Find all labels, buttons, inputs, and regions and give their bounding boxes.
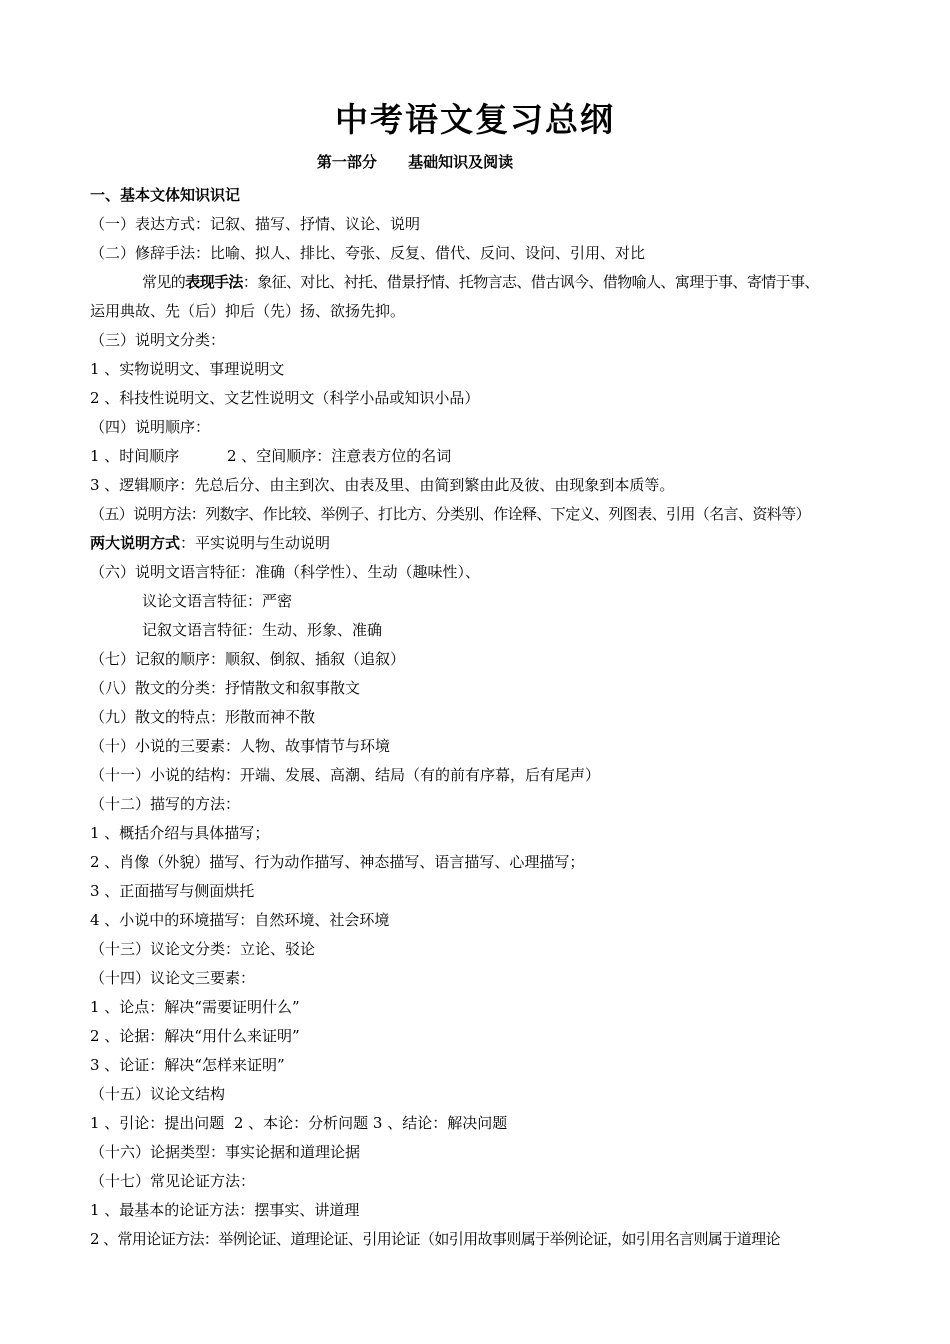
text-line: （七）记叙的顺序：顺叙、倒叙、插叙（追叙）	[90, 650, 406, 668]
text-line: 1 、概括介绍与具体描写；	[90, 824, 270, 842]
text-line: 1 、最基本的论证方法：摆事实、讲道理	[90, 1201, 360, 1219]
page-subtitle: 第一部分 基础知识及阅读	[316, 153, 514, 171]
bold-term: 两大说明方式	[90, 534, 181, 552]
text-span: ：象征、对比、衬托、借景抒情、托物言志、借古讽今、借物喻人、寓理于事、寄情于事、	[242, 273, 819, 291]
text-line: 议论文语言特征：严密	[142, 592, 293, 610]
text-line: （十一）小说的结构：开端、发展、高潮、结局（有的前有序幕，后有尾声）	[90, 766, 601, 784]
text-line: （九）散文的特点：形散而神不散	[90, 708, 316, 726]
text-span: 常见的	[142, 273, 186, 291]
text-line: （十七）常见论证方法：	[90, 1172, 256, 1190]
text-line: 4 、小说中的环境描写：自然环境、社会环境	[90, 911, 390, 929]
text-line: （五）说明方法：列数字、作比较、举例子、打比方、分类别、作诠释、下定义、列图表、引用（名言、资料等）	[90, 505, 811, 523]
text-span: 1 、引论：提出问题 2 、本论：分析问题 3 、结论：解决问题	[90, 1114, 508, 1132]
page-title: 中考语文复习总纲	[335, 100, 615, 139]
text-line: （八）散文的分类：抒情散文和叙事散文	[90, 679, 361, 697]
text-line	[90, 442, 870, 471]
text-line: （十五）议论文结构	[90, 1085, 226, 1103]
text-line: （一）表达方式：记叙、描写、抒情、议论、说明	[90, 215, 421, 233]
text-line: 记叙文语言特征：生动、形象、准确	[142, 621, 383, 639]
text-line: （十二）描写的方法：	[90, 795, 241, 813]
text-line	[90, 1109, 870, 1138]
document-body	[90, 181, 870, 1254]
text-line: 2 、科技性说明文、文艺性说明文（科学小品或知识小品）	[90, 389, 480, 407]
text-line: 3 、论证：解决“怎样来证明”	[90, 1056, 285, 1074]
text-line: （十四）议论文三要素：	[90, 969, 256, 987]
text-line: （十）小说的三要素：人物、故事情节与环境	[90, 737, 391, 755]
text-line: 3 、正面描写与侧面烘托	[90, 882, 255, 900]
text-line: （二）修辞手法：比喻、拟人、排比、夸张、反复、借代、反问、设问、引用、对比	[90, 244, 646, 262]
text-line: （六）说明文语言特征：准确（科学性）、生动（趣味性）、	[90, 563, 481, 581]
text-line	[90, 268, 870, 297]
text-span: ：平实说明与生动说明	[180, 534, 331, 552]
bold-term: 表现手法	[185, 273, 243, 291]
text-line: 2 、常用论证方法：举例论证、道理论证、引用论证（如引用故事则属于举例论证，如引用名言则属于道理论	[90, 1230, 780, 1248]
text-line: （三）说明文分类：	[90, 331, 226, 349]
text-line: 3 、逻辑顺序：先总后分、由主到次、由表及里、由简到繁由此及彼、由现象到本质等。	[90, 476, 675, 494]
text-span: 1 、时间顺序 2 、空间顺序：注意表方位的名词	[90, 447, 452, 465]
text-line: 1 、实物说明文、事理说明文	[90, 360, 285, 378]
section-heading: 一、基本文体知识识记	[90, 186, 241, 204]
text-line	[90, 529, 870, 558]
text-line: 运用典故、先（后）抑后（先）扬、欲扬先抑。	[90, 302, 406, 320]
text-line: （十六）论据类型：事实论据和道理论据	[90, 1143, 361, 1161]
text-line: 2 、肖像（外貌）描写、行为动作描写、神态描写、语言描写、心理描写；	[90, 853, 585, 871]
text-line: 1 、论点：解决“需要证明什么”	[90, 998, 300, 1016]
text-line: （十三）议论文分类：立论、驳论	[90, 940, 316, 958]
text-line: 2 、论据：解决“用什么来证明”	[90, 1027, 300, 1045]
text-line: （四）说明顺序：	[90, 418, 211, 436]
